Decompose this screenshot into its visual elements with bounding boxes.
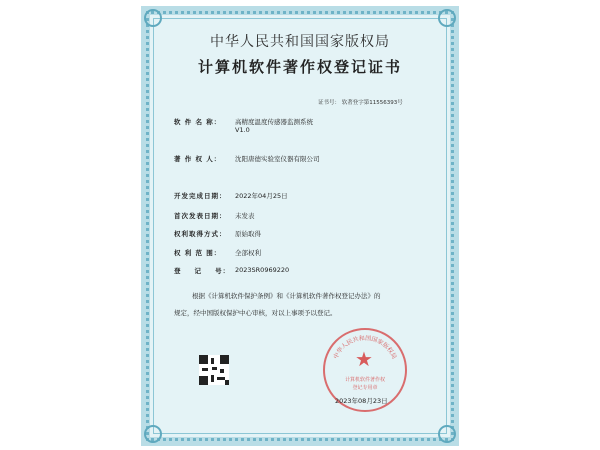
document-title: 计算机软件著作权登记证书 bbox=[197, 58, 402, 76]
issue-date: 2023年08月23日 bbox=[335, 397, 388, 405]
seal-text-bottom: 登记专用章 bbox=[352, 385, 378, 391]
issuer-title: 中华人民共和国国家版权局 bbox=[210, 34, 390, 50]
field-label-registration-no: 登 记 号： bbox=[174, 267, 231, 275]
paragraph-line-1: 根据《计算机软件保护条例》和《计算机软件著作权登记办法》的 bbox=[192, 292, 381, 300]
field-value-copyright-owner: 沈阳唐德实验室仪器有限公司 bbox=[235, 155, 320, 163]
qr-code-icon bbox=[199, 355, 229, 385]
corner-ornament-icon bbox=[144, 425, 162, 443]
field-value-software-name: 高精度温度传感器监测系统 bbox=[235, 118, 313, 126]
corner-ornament-icon bbox=[438, 425, 456, 443]
field-value-dev-date: 2022年04月25日 bbox=[235, 192, 288, 200]
field-value-acquire-method: 原始取得 bbox=[235, 230, 261, 238]
corner-ornament-icon bbox=[438, 9, 456, 27]
field-label-copyright-owner: 著 作 权 人： bbox=[174, 155, 222, 163]
seal-star-icon: ★ bbox=[355, 347, 373, 371]
seal-text-top: 中华人民共和国国家版权局 bbox=[332, 334, 398, 361]
field-label-acquire-method: 权利取得方式： bbox=[174, 230, 227, 238]
field-label-rights-scope: 权 利 范 围： bbox=[174, 249, 222, 257]
field-label-software-name: 软 件 名 称： bbox=[174, 118, 222, 126]
field-label-first-publish: 首次发表日期： bbox=[174, 212, 227, 220]
corner-ornament-icon bbox=[144, 9, 162, 27]
field-label-dev-date: 开发完成日期： bbox=[174, 192, 227, 200]
field-value-registration-no: 2023SR0969220 bbox=[235, 266, 290, 274]
seal-text-mid: 计算机软件著作权 bbox=[344, 377, 385, 383]
field-value-rights-scope: 全部权利 bbox=[235, 249, 261, 257]
field-value-software-version: V1.0 bbox=[235, 126, 250, 134]
certificate-number: 证书号： 软著登字第11556393号 bbox=[318, 100, 403, 106]
paragraph-line-2: 规定，经中国版权保护中心审核，对以上事项予以登记。 bbox=[174, 309, 337, 317]
field-value-first-publish: 未发表 bbox=[235, 212, 255, 220]
